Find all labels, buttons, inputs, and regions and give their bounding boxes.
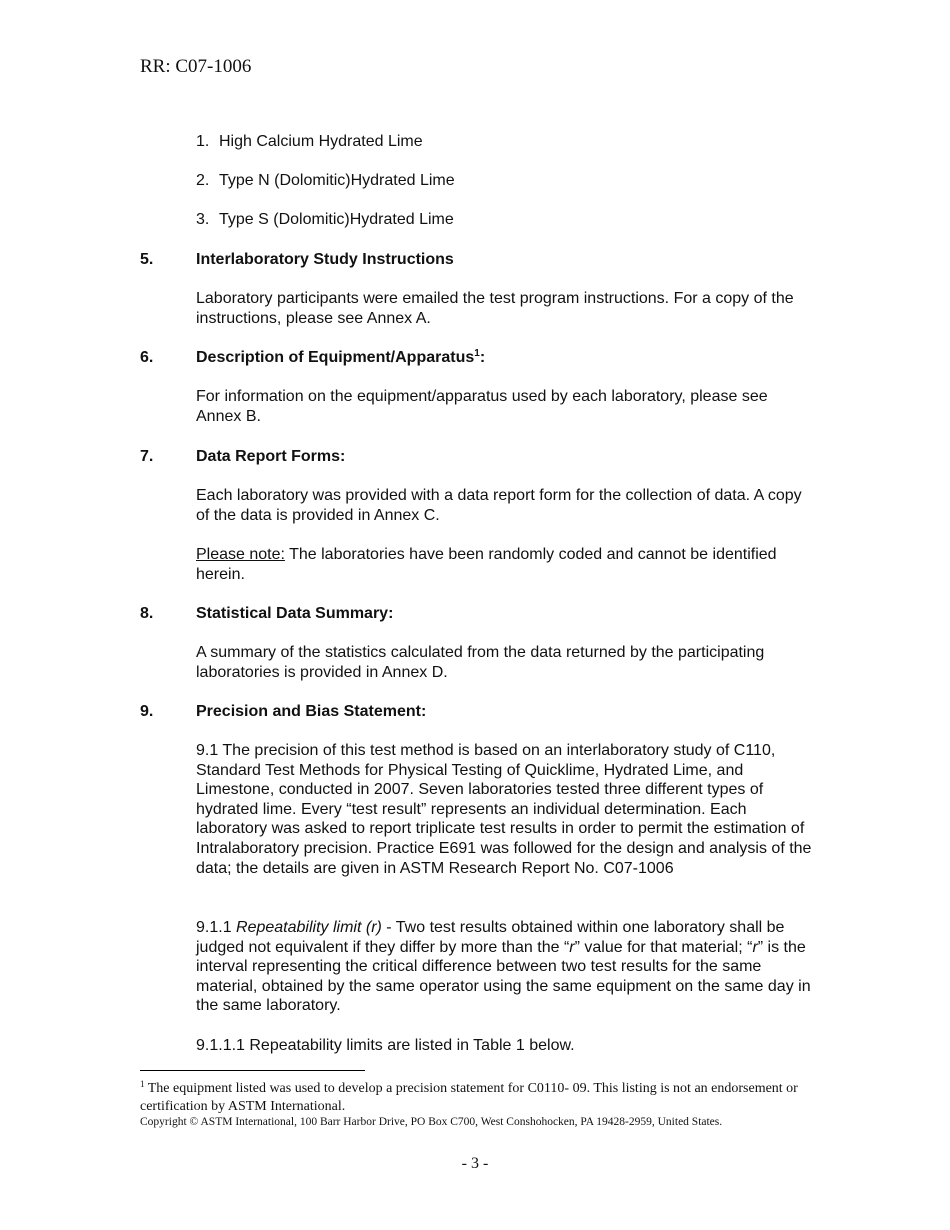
section-6-title: Description of Equipment/Apparatus <box>196 349 475 366</box>
paragraph-9-1: 9.1 The precision of this test method is based on an interlaboratory study of C110, Standard Test Methods for Physical Testing of Quicklime, Hydrated Lime, and Limestone, conducted in 2007. Seven laboratories tested three different types of hydrated lime. Every “test result” represents an individual determination. Each laboratory was asked to report triplicate test results in order to permit the estimation of Intralaboratory precision. Practice E691 was followed for the design and analysis of the data; the details are given in ASTM Research Report No. C07-1006 <box>196 742 812 877</box>
section-6-title-suffix: : <box>479 349 486 366</box>
list-item <box>196 132 423 152</box>
list-item-label: Type S (Dolomitic)Hydrated Lime <box>219 211 454 228</box>
paragraph-9-1-1 <box>196 918 816 1016</box>
section-7-note <box>196 545 816 584</box>
copyright-notice: Copyright © ASTM International, 100 Barr Harbor Drive, PO Box C700, West Conshohocken, PA 19428-2959, United States. <box>140 1116 723 1128</box>
footnote-mark: 1 <box>140 1079 145 1089</box>
clause-text: ” value for that material; “ <box>574 938 753 956</box>
list-item <box>196 210 454 230</box>
section-9-heading: Precision and Bias Statement: <box>196 703 427 720</box>
section-5-number: 5. <box>140 251 154 268</box>
list-item-number: 1. <box>196 133 210 150</box>
paragraph-9-1-1-1: 9.1.1.1 Repeatability limits are listed in Table 1 below. <box>196 1037 575 1054</box>
list-item <box>196 171 455 191</box>
symbol-r: r <box>752 938 758 956</box>
section-6-number: 6. <box>140 349 154 366</box>
section-8-heading: Statistical Data Summary: <box>196 605 394 622</box>
note-text: The laboratories have been randomly coded and cannot be identified herein. <box>196 546 777 583</box>
footnote-text: The equipment listed was used to develop a precision statement for C0110- 09. This listing is not an endorsement or certification by ASTM International. <box>140 1081 798 1114</box>
section-5-heading: Interlaboratory Study Instructions <box>196 251 454 268</box>
section-8-number: 8. <box>140 605 154 622</box>
clause-number: 9.1.1 <box>196 919 237 936</box>
section-7-body: Each laboratory was provided with a data report form for the collection of data. A copy of the data is provided in Annex C. <box>196 487 802 524</box>
section-6-body: For information on the equipment/apparatus used by each laboratory, please see Annex B. <box>196 388 768 425</box>
term-repeatability-limit: Repeatability limit (r) <box>236 919 382 936</box>
list-item-label: Type N (Dolomitic)Hydrated Lime <box>219 172 455 189</box>
section-5-body: Laboratory participants were emailed the test program instructions. For a copy of the instructions, please see Annex A. <box>196 290 794 327</box>
clause-text: - Two test results obtained within one laboratory shall be judged not equivalent if they differ by more than the “ <box>196 919 785 956</box>
list-item-number: 3. <box>196 211 210 228</box>
section-7-number: 7. <box>140 448 154 465</box>
section-6-heading <box>196 348 485 368</box>
symbol-r: r <box>569 938 575 956</box>
footnote-divider <box>140 1070 365 1071</box>
clause-text: ” is the interval representing the critical difference between two test results for the same material, obtained by the same operator using the same equipment on the same day in the same laboratory. <box>196 938 811 1015</box>
report-header: RR: C07-1006 <box>140 56 252 77</box>
section-7-heading: Data Report Forms: <box>196 448 346 465</box>
section-9-number: 9. <box>140 703 154 720</box>
footnote-ref: 1 <box>474 348 480 359</box>
footnote <box>140 1080 800 1116</box>
section-8-body: A summary of the statistics calculated from the data returned by the participating laboratories is provided in Annex D. <box>196 644 765 681</box>
page-number: - 3 - <box>461 1155 489 1172</box>
list-item-number: 2. <box>196 172 210 189</box>
note-label: Please note: <box>196 546 285 563</box>
list-item-label: High Calcium Hydrated Lime <box>219 133 423 150</box>
